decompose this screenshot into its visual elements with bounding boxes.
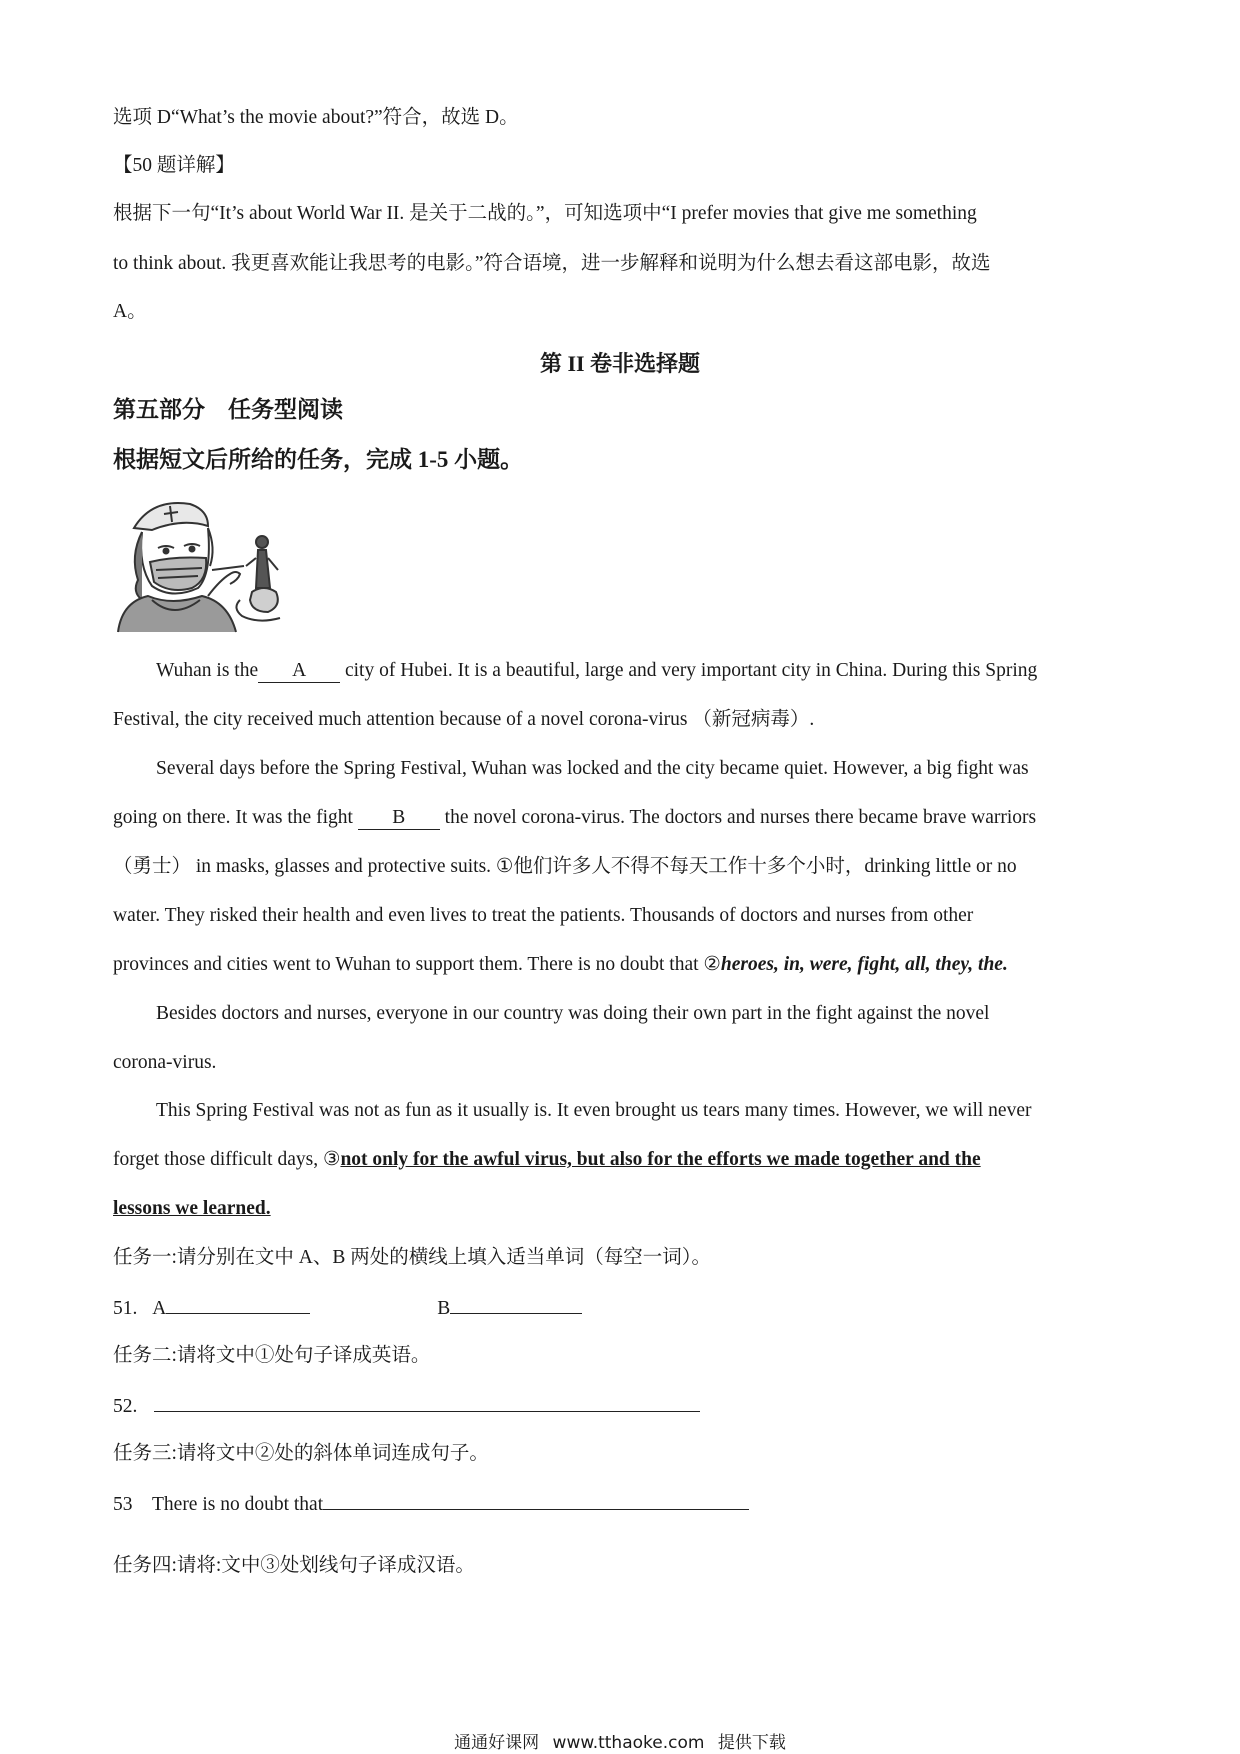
blank-a: A (258, 660, 340, 683)
q50-explanation-line3: A。 (113, 301, 147, 322)
passage-text: city of Hubei. It is a beautiful, large and very important city in China. During this Spring (344, 660, 1038, 681)
passage-text: forget those difficult days, ③ (113, 1149, 341, 1170)
q51-row (113, 1293, 582, 1323)
passage-p1-line2: Festival, the city received much attention because of a novel corona-virus （新冠病毒）. (113, 709, 815, 730)
task-instruction: 根据短文后所给的任务，完成 1-5 小题。 (113, 447, 524, 472)
passage-p4-line1: This Spring Festival was not as fun as it usually is. It even brought us tears many times. However, we will never (156, 1100, 1032, 1121)
page-footer (0, 1728, 1240, 1753)
footer-site-name: 通通好课网 (454, 1733, 540, 1753)
prev-answer-line: 选项 D“What’s the movie about?”符合，故选 D。 (113, 107, 519, 128)
passage-p1-line1 (156, 657, 1037, 685)
passage-text: the novel corona-virus. The doctors and nurses there became brave warriors (444, 807, 1037, 828)
passage-text: Wuhan is the (156, 660, 259, 681)
scrambled-words: heroes, in, were, fight, all, they, the. (720, 954, 1008, 975)
passage-text: going on there. It was the fight (113, 807, 353, 828)
passage-p4-line2 (113, 1146, 981, 1174)
passage-text: provinces and cities went to Wuhan to support them. There is no doubt that ② (113, 954, 721, 975)
task4-instruction: 任务四:请将:文中③处划线句子译成汉语。 (113, 1555, 475, 1576)
answer-line-52[interactable] (154, 1391, 700, 1412)
q52-number: 52. (113, 1396, 138, 1417)
q52-row (113, 1391, 700, 1421)
task3-instruction: 任务三:请将文中②处的斜体单词连成句子。 (113, 1443, 489, 1464)
q51-b-label: B (437, 1298, 451, 1319)
passage-p2-line4: water. They risked their health and even lives to treat the patients. Thousands of doctors and nurses from other (113, 905, 974, 926)
passage-p2-line3: （勇士） in masks, glasses and protective suits. ①他们许多人不得不每天工作十多个小时，drinking little or no (113, 856, 1017, 877)
task2-instruction: 任务二:请将文中①处句子译成英语。 (113, 1345, 431, 1366)
answer-line-53[interactable] (323, 1489, 749, 1510)
q50-explanation-line2: to think about. 我更喜欢能让我思考的电影。”符合语境，进一步解释和说明为什么想去看这部电影，故选 (113, 253, 991, 274)
q53-prompt: 53 There is no doubt that (113, 1494, 324, 1515)
task1-instruction: 任务一:请分别在文中 A、B 两处的横线上填入适当单词（每空一词）。 (113, 1247, 712, 1268)
nurse-illustration (112, 496, 292, 634)
q51-a-label: A (152, 1298, 167, 1319)
footer-url[interactable]: www.tthaoke.com (552, 1733, 705, 1753)
q51-number: 51. (113, 1298, 138, 1319)
q53-row (113, 1489, 749, 1519)
passage-p2-line2 (113, 804, 1036, 832)
volume-title: 第 II 卷非选择题 (539, 351, 701, 376)
part-title: 第五部分 任务型阅读 (113, 397, 343, 422)
underlined-sentence: not only for the awful virus, but also for the efforts we made together and the (340, 1149, 981, 1170)
answer-line-b[interactable] (450, 1293, 582, 1314)
passage-p2-line5 (113, 951, 1008, 979)
passage-p3-line1: Besides doctors and nurses, everyone in our country was doing their own part in the fight against the novel (156, 1003, 990, 1024)
q50-title: 【50 题详解】 (113, 155, 235, 176)
passage-p2-line1: Several days before the Spring Festival, Wuhan was locked and the city became quiet. However, a big fight was (156, 758, 1029, 779)
blank-b: B (358, 807, 440, 830)
footer-download: 提供下载 (717, 1733, 786, 1753)
answer-line-a[interactable] (166, 1293, 310, 1314)
passage-p3-line2: corona-virus. (113, 1052, 217, 1073)
underlined-sentence-end: lessons we learned. (113, 1198, 271, 1219)
q50-explanation-line1: 根据下一句“It’s about World War II. 是关于二战的。”，可知选项中“I prefer movies that give me something (113, 203, 977, 224)
